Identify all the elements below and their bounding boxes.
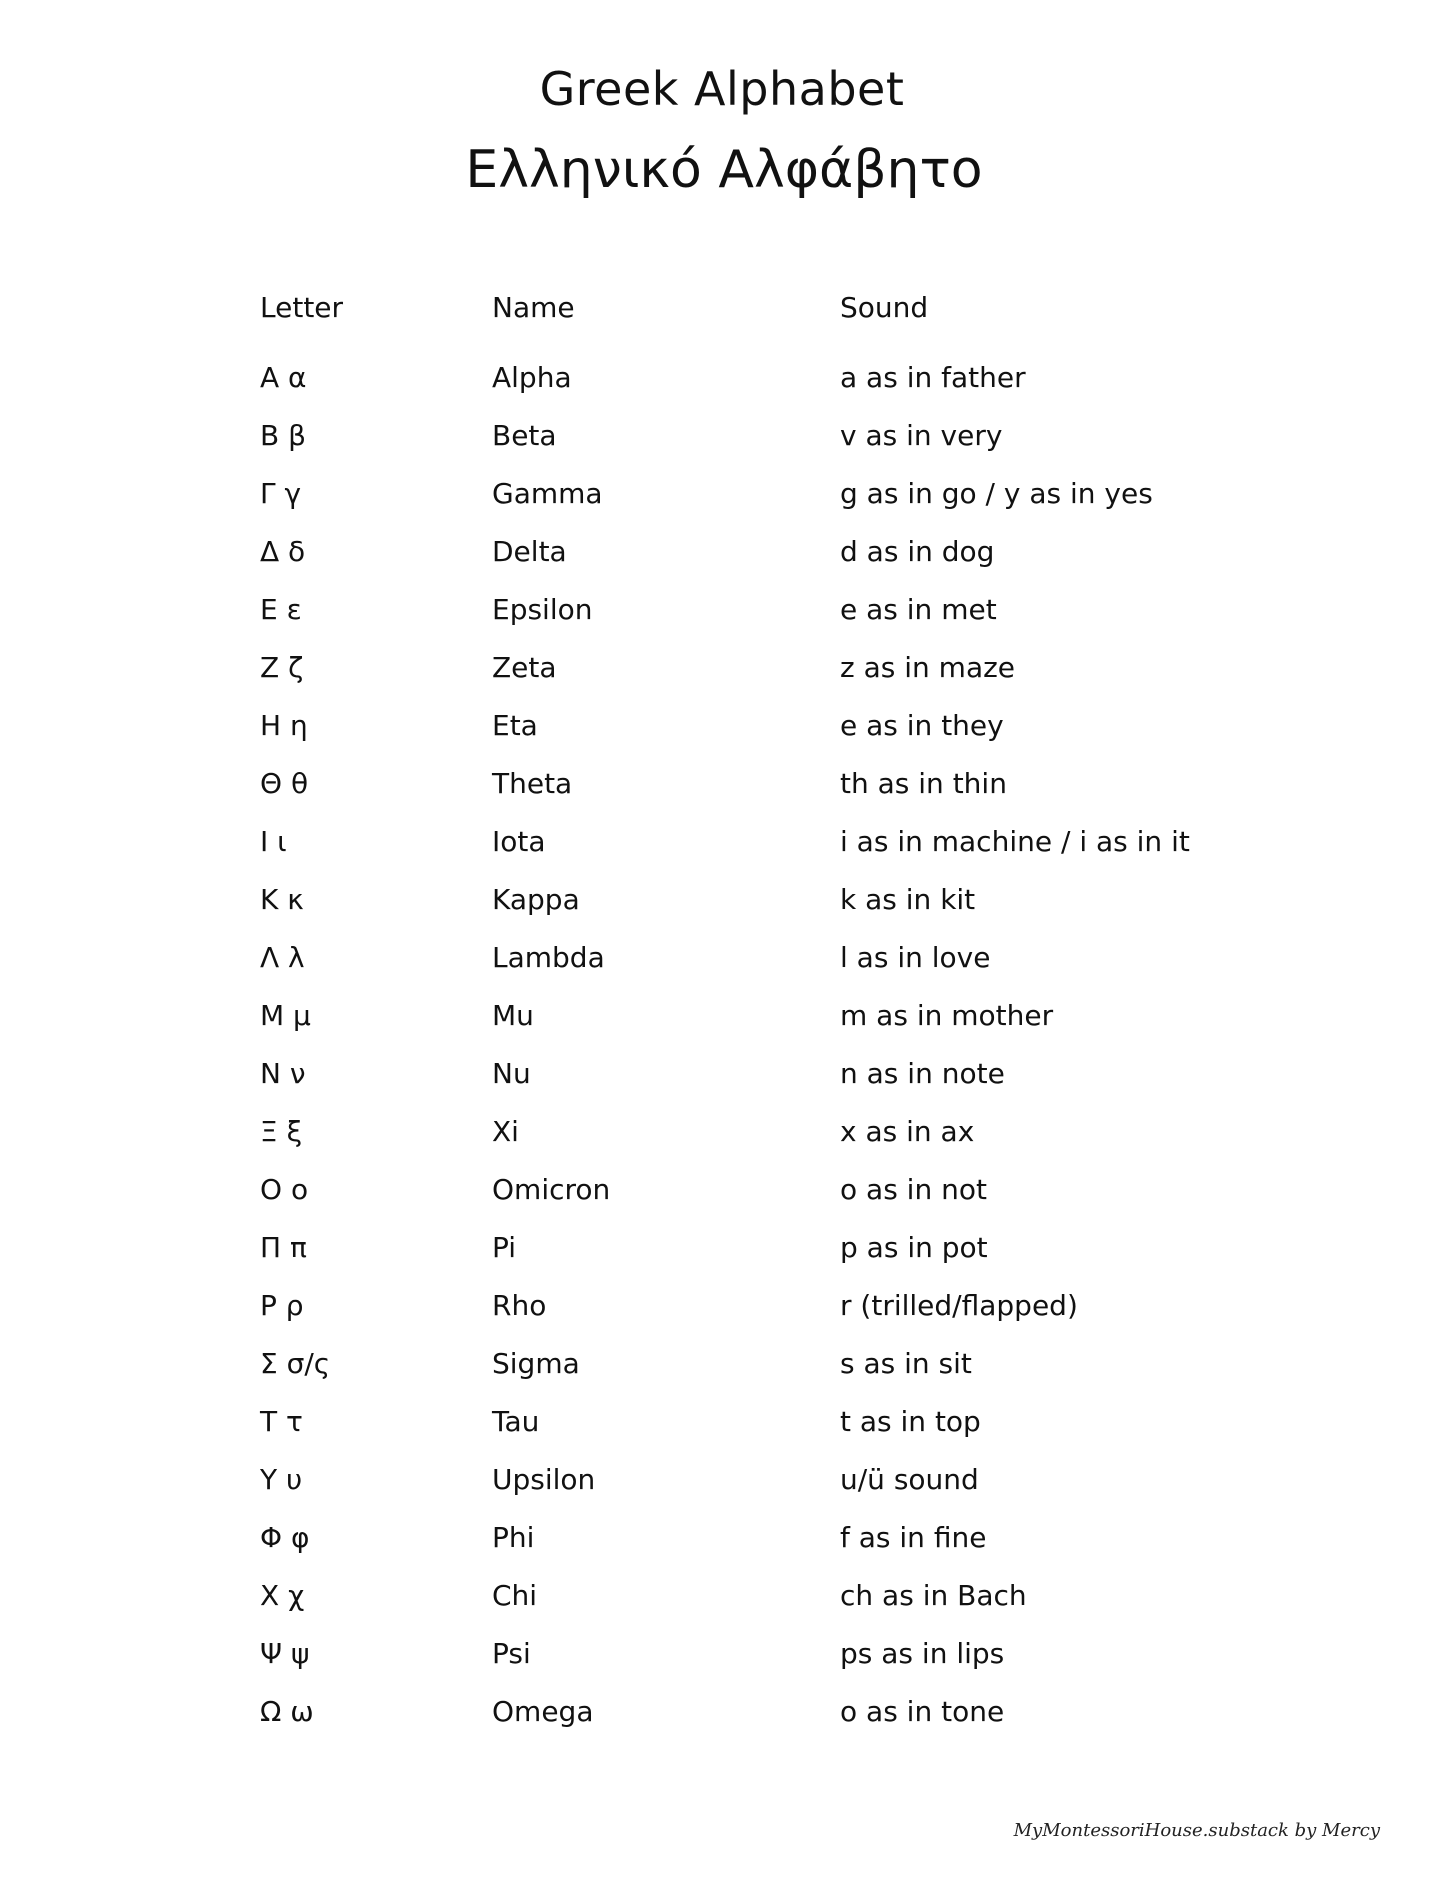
table-row bbox=[260, 648, 1260, 706]
table-row bbox=[260, 764, 1260, 822]
sound-cell: ps as in lips bbox=[840, 1637, 1005, 1670]
table-row bbox=[260, 1460, 1260, 1518]
sound-cell: i as in machine / i as in it bbox=[840, 825, 1190, 858]
sound-cell: t as in top bbox=[840, 1405, 981, 1438]
sound-cell: n as in note bbox=[840, 1057, 1005, 1090]
table-row bbox=[260, 1634, 1260, 1692]
table-row bbox=[260, 1228, 1260, 1286]
table-row bbox=[260, 1054, 1260, 1112]
letter-cell: Υ υ bbox=[260, 1463, 303, 1496]
name-cell: Theta bbox=[492, 767, 573, 800]
letter-cell: Κ κ bbox=[260, 883, 304, 916]
letter-cell: Δ δ bbox=[260, 535, 306, 568]
name-cell: Xi bbox=[492, 1115, 519, 1148]
letter-cell: Λ λ bbox=[260, 941, 305, 974]
sound-cell: a as in father bbox=[840, 361, 1026, 394]
alphabet-table bbox=[260, 288, 1260, 1750]
name-cell: Nu bbox=[492, 1057, 531, 1090]
name-cell: Sigma bbox=[492, 1347, 580, 1380]
sound-cell: u/ü sound bbox=[840, 1463, 979, 1496]
letter-cell: Τ τ bbox=[260, 1405, 303, 1438]
letter-cell: Ρ ρ bbox=[260, 1289, 304, 1322]
letter-cell: Μ μ bbox=[260, 999, 311, 1032]
sound-cell: m as in mother bbox=[840, 999, 1054, 1032]
sound-cell: f as in fine bbox=[840, 1521, 987, 1554]
letter-cell: Ω ω bbox=[260, 1695, 314, 1728]
name-cell: Rho bbox=[492, 1289, 547, 1322]
name-cell: Alpha bbox=[492, 361, 572, 394]
letter-cell: Ο ο bbox=[260, 1173, 309, 1206]
name-cell: Epsilon bbox=[492, 593, 593, 626]
name-cell: Beta bbox=[492, 419, 557, 452]
table-row bbox=[260, 996, 1260, 1054]
table-header-row bbox=[260, 288, 1260, 358]
sound-cell: th as in thin bbox=[840, 767, 1007, 800]
name-cell: Kappa bbox=[492, 883, 580, 916]
letter-cell: Σ σ/ς bbox=[260, 1347, 331, 1380]
sound-cell: o as in tone bbox=[840, 1695, 1005, 1728]
table-row bbox=[260, 1112, 1260, 1170]
sound-cell: r (trilled/flapped) bbox=[840, 1289, 1078, 1322]
sound-cell: s as in sit bbox=[840, 1347, 972, 1380]
sound-cell: k as in kit bbox=[840, 883, 976, 916]
table-row bbox=[260, 1402, 1260, 1460]
table-row bbox=[260, 822, 1260, 880]
letter-cell: Ν ν bbox=[260, 1057, 306, 1090]
letter-cell: Ε ε bbox=[260, 593, 302, 626]
name-cell: Upsilon bbox=[492, 1463, 596, 1496]
table-row bbox=[260, 938, 1260, 996]
letter-cell: Χ χ bbox=[260, 1579, 305, 1612]
letter-cell: Α α bbox=[260, 361, 307, 394]
sound-cell: g as in go / y as in yes bbox=[840, 477, 1153, 510]
sound-cell: e as in met bbox=[840, 593, 997, 626]
name-cell: Tau bbox=[492, 1405, 540, 1438]
page-title-english: Greek Alphabet bbox=[539, 62, 905, 116]
letter-cell: Π π bbox=[260, 1231, 307, 1264]
table-row bbox=[260, 474, 1260, 532]
table-row bbox=[260, 532, 1260, 590]
name-cell: Mu bbox=[492, 999, 534, 1032]
name-cell: Gamma bbox=[492, 477, 603, 510]
letter-cell: Ψ ψ bbox=[260, 1637, 310, 1670]
name-cell: Phi bbox=[492, 1521, 535, 1554]
letter-cell: Φ φ bbox=[260, 1521, 310, 1554]
table-row bbox=[260, 416, 1260, 474]
table-row bbox=[260, 706, 1260, 764]
table-row bbox=[260, 358, 1260, 416]
table-row bbox=[260, 1170, 1260, 1228]
name-cell: Psi bbox=[492, 1637, 531, 1670]
letter-cell: Γ γ bbox=[260, 477, 302, 510]
table-row bbox=[260, 1692, 1260, 1750]
name-cell: Delta bbox=[492, 535, 567, 568]
letter-cell: Θ θ bbox=[260, 767, 309, 800]
table-row bbox=[260, 1286, 1260, 1344]
sound-cell: l as in love bbox=[840, 941, 991, 974]
letter-cell: Ζ ζ bbox=[260, 651, 304, 684]
sound-cell: e as in they bbox=[840, 709, 1004, 742]
name-cell: Pi bbox=[492, 1231, 517, 1264]
header-sound: Sound bbox=[840, 291, 929, 324]
letter-cell: Η η bbox=[260, 709, 308, 742]
sound-cell: v as in very bbox=[840, 419, 1003, 452]
sound-cell: o as in not bbox=[840, 1173, 987, 1206]
letter-cell: Ι ι bbox=[260, 825, 287, 858]
sound-cell: x as in ax bbox=[840, 1115, 975, 1148]
letter-cell: Ξ ξ bbox=[260, 1115, 303, 1148]
name-cell: Iota bbox=[492, 825, 546, 858]
name-cell: Zeta bbox=[492, 651, 557, 684]
name-cell: Omicron bbox=[492, 1173, 611, 1206]
table-row bbox=[260, 1576, 1260, 1634]
sound-cell: z as in maze bbox=[840, 651, 1016, 684]
header-letter: Letter bbox=[260, 291, 344, 324]
name-cell: Lambda bbox=[492, 941, 605, 974]
header-name: Name bbox=[492, 291, 575, 324]
table-row bbox=[260, 880, 1260, 938]
name-cell: Omega bbox=[492, 1695, 594, 1728]
table-row bbox=[260, 1518, 1260, 1576]
page-title-greek: Ελληνικό Αλφάβητο bbox=[465, 140, 983, 200]
sound-cell: d as in dog bbox=[840, 535, 995, 568]
sound-cell: ch as in Bach bbox=[840, 1579, 1027, 1612]
name-cell: Chi bbox=[492, 1579, 538, 1612]
sound-cell: p as in pot bbox=[840, 1231, 988, 1264]
table-row bbox=[260, 1344, 1260, 1402]
table-row bbox=[260, 590, 1260, 648]
letter-cell: Β β bbox=[260, 419, 306, 452]
name-cell: Eta bbox=[492, 709, 538, 742]
footer-credit: MyMontessoriHouse.substack by Mercy bbox=[1013, 1820, 1380, 1841]
table-body bbox=[260, 358, 1260, 1750]
